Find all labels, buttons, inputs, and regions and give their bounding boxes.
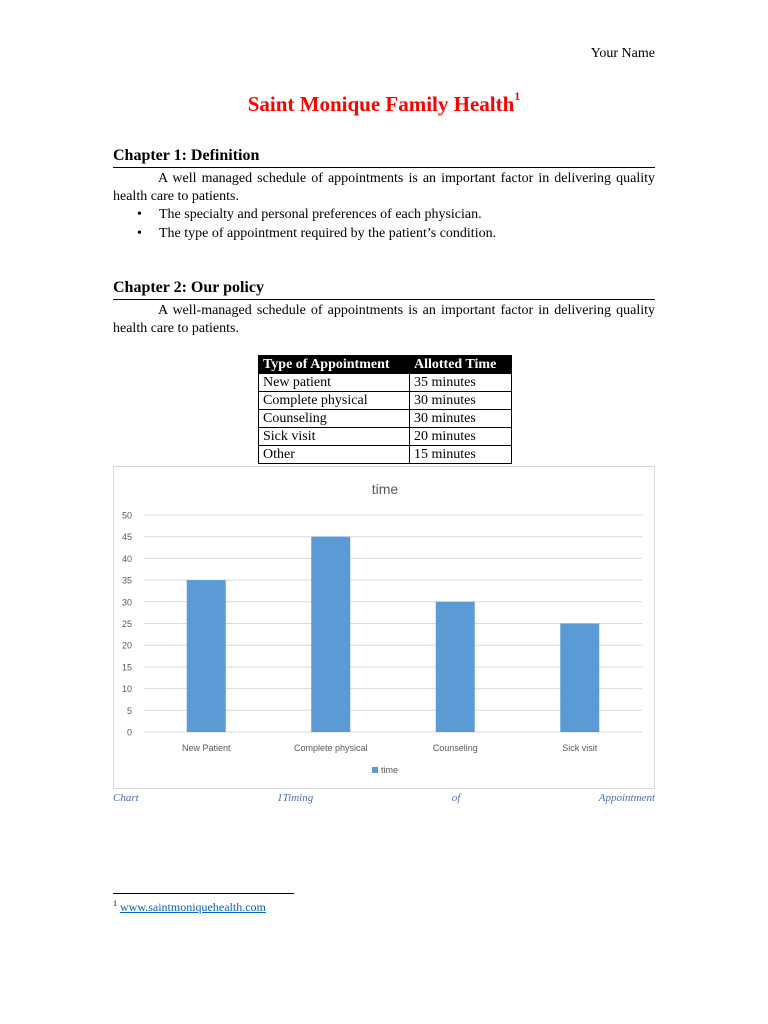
table-cell: 35 minutes [410, 374, 512, 392]
footnote-separator [113, 893, 294, 894]
x-tick-label: Complete physical [293, 743, 368, 753]
legend-label: time [381, 765, 399, 775]
appointment-time-chart[interactable] [113, 466, 655, 789]
chapter-2-heading: Chapter 2: Our policy [113, 279, 655, 300]
y-tick-label: 50 [121, 510, 132, 521]
y-tick-label: 0 [126, 727, 132, 738]
chart-title: time [371, 481, 399, 497]
y-tick-label: 10 [121, 684, 132, 695]
x-tick-label: New Patient [181, 743, 231, 753]
table-cell: Sick visit [259, 428, 410, 446]
y-tick-label: 30 [121, 597, 132, 608]
footnote [113, 899, 266, 915]
y-tick-label: 20 [121, 640, 132, 651]
table-row [259, 374, 512, 392]
legend-swatch [372, 767, 378, 773]
table-cell: Counseling [259, 410, 410, 428]
bar [187, 580, 226, 732]
appointment-table [258, 355, 512, 464]
table-cell: 20 minutes [410, 428, 512, 446]
caption-word: of [451, 792, 461, 804]
table-row [259, 446, 512, 464]
chart-caption [113, 792, 655, 804]
chapter-1-bullet-list [135, 205, 496, 243]
chapter-1-heading: Chapter 1: Definition [113, 147, 655, 168]
caption-word: Chart [113, 792, 139, 804]
author-name: Your Name [590, 46, 655, 61]
bullet-item: • The type of appointment required by the patient’s condition. [135, 224, 496, 243]
table-cell: 15 minutes [410, 446, 512, 464]
title-text: Saint Monique Family Health [247, 92, 515, 116]
title-footnote-ref[interactable]: 1 [514, 89, 521, 103]
table-row [259, 428, 512, 446]
x-tick-label: Sick visit [562, 743, 598, 753]
table-row [259, 392, 512, 410]
chart-canvas [114, 467, 656, 790]
y-tick-label: 45 [121, 532, 132, 543]
table-cell: New patient [259, 374, 410, 392]
y-tick-label: 25 [121, 619, 132, 629]
chapter-1-paragraph: A well managed schedule of appointments is an important factor in delivering quality health care to patients. [113, 171, 655, 204]
bar [311, 537, 350, 732]
table-header-cell: Allotted Time [410, 356, 512, 374]
table-cell: Complete physical [259, 392, 410, 410]
table-row [259, 410, 512, 428]
caption-word: 1Timing [277, 792, 314, 804]
y-tick-label: 5 [126, 705, 132, 716]
y-tick-label: 35 [121, 575, 132, 586]
table-header-row [259, 356, 512, 374]
table-header-cell: Type of Appointment [259, 356, 410, 374]
caption-word: Appointment [598, 792, 655, 804]
footnote-number: 1 [113, 899, 117, 908]
bar [436, 602, 475, 732]
table-cell: 30 minutes [410, 410, 512, 428]
x-tick-label: Counseling [432, 743, 478, 753]
chapter-2-paragraph: A well-managed schedule of appointments is an important factor in delivering quality health care to patients. [113, 303, 655, 336]
bar [560, 624, 599, 733]
table-cell: 30 minutes [410, 392, 512, 410]
y-tick-label: 15 [121, 662, 132, 673]
document-title [0, 89, 768, 117]
table-cell: Other [259, 446, 410, 464]
y-tick-label: 40 [121, 553, 132, 564]
footnote-link[interactable]: www.saintmoniquehealth.com [120, 900, 266, 914]
bullet-item: • The specialty and personal preferences of each physician. [135, 205, 496, 224]
